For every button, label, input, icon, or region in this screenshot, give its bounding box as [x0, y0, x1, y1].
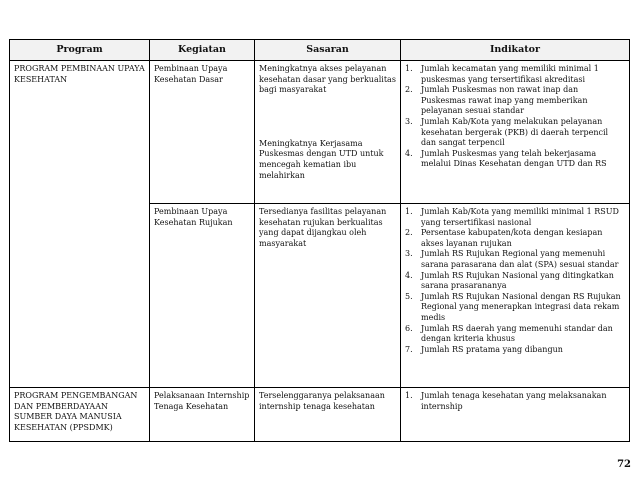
sasaran-text: Terselenggaranya pelaksanaan internship tenaga kesehatan: [259, 391, 385, 411]
kegiatan-name: Pembinaan Upaya Kesehatan Dasar: [154, 64, 228, 84]
header-sasaran: Sasaran: [255, 40, 401, 61]
list-item: 1. Jumlah tenaga kesehatan yang melaksanakan internship: [405, 391, 607, 411]
program-name: PROGRAM PEMBINAAN UPAYA KESEHATAN: [14, 64, 145, 84]
header-row: [10, 40, 630, 61]
list-item: 2. Persentase kabupaten/kota dengan kesiapan akses layanan rujukan: [405, 228, 603, 248]
sasaran-cell: [255, 388, 401, 442]
header-indikator: Indikator: [401, 40, 630, 61]
list-item: 7. Jumlah RS pratama yang dibangun: [405, 344, 563, 354]
list-item: 3. Jumlah Kab/Kota yang melakukan pelayanan kesehatan bergerak (PKB) di daerah terpencil dan sangat terpencil: [405, 116, 609, 148]
indikator-cell: [401, 388, 630, 442]
sasaran-text: Meningkatnya akses pelayanan kesehatan dasar yang berkualitas bagi masyarakat: [259, 64, 396, 95]
list-item: 4. Jumlah Puskesmas yang telah bekerjasama melalui Dinas Kesehatan dengan UTD dan RS: [405, 148, 607, 169]
list-item: 3. Jumlah RS Rujukan Regional yang memenuhi sarana parasarana dan alat (SPA) sesuai standar: [405, 249, 619, 269]
program-table: [9, 39, 630, 442]
sasaran-text: Tersedianya fasilitas pelayanan kesehatan rujukan berkualitas yang dapat dijangkau oleh masyarakat: [259, 207, 387, 248]
sasaran-cell: [255, 61, 401, 204]
sasaran-text: Meningkatnya Kerjasama Puskesmas dengan UTD untuk mencegah kematian ibu melahirkan: [259, 138, 384, 180]
list-item: 4. Jumlah RS Rujukan Nasional yang ditingkatkan sarana prasarananya: [405, 270, 614, 291]
sasaran-cell: [255, 204, 401, 388]
table-row: [10, 61, 630, 204]
table-row: [10, 388, 630, 442]
program-cell: [10, 388, 150, 442]
kegiatan-name: Pembinaan Upaya Kesehatan Rujukan: [154, 207, 233, 227]
list-item: 1. Jumlah Kab/Kota yang memiliki minimal 1 RSUD yang tersertifikasi nasional: [405, 207, 619, 227]
kegiatan-cell: [150, 204, 255, 388]
program-cell: [10, 61, 150, 388]
list-item: 6. Jumlah RS daerah yang memenuhi standar dan dengan kriteria khusus: [405, 323, 613, 344]
header-kegiatan: Kegiatan: [150, 40, 255, 61]
indikator-cell: [401, 61, 630, 204]
page-number: 72: [617, 459, 631, 470]
list-item: 5. Jumlah RS Rujukan Nasional dengan RS Rujukan Regional yang menerapkan integrasi data rekam medis: [405, 291, 621, 322]
kegiatan-cell: [150, 61, 255, 204]
list-item: 2. Jumlah Puskesmas non rawat inap dan Puskesmas rawat inap yang memberikan pelayanan sesuai standar: [405, 85, 588, 116]
kegiatan-name: Pelaksanaan Internship Tenaga Kesehatan: [154, 391, 250, 411]
list-item: 1. Jumlah kecamatan yang memiliki minimal 1 puskesmas yang tersertifikasi akreditasi: [405, 64, 599, 84]
indikator-cell: [401, 204, 630, 388]
header-program: Program: [10, 40, 150, 61]
kegiatan-cell: [150, 388, 255, 442]
program-name: PROGRAM PENGEMBANGAN DAN PEMBERDAYAAN SUMBER DAYA MANUSIA KESEHATAN (PPSDMK): [14, 391, 138, 432]
